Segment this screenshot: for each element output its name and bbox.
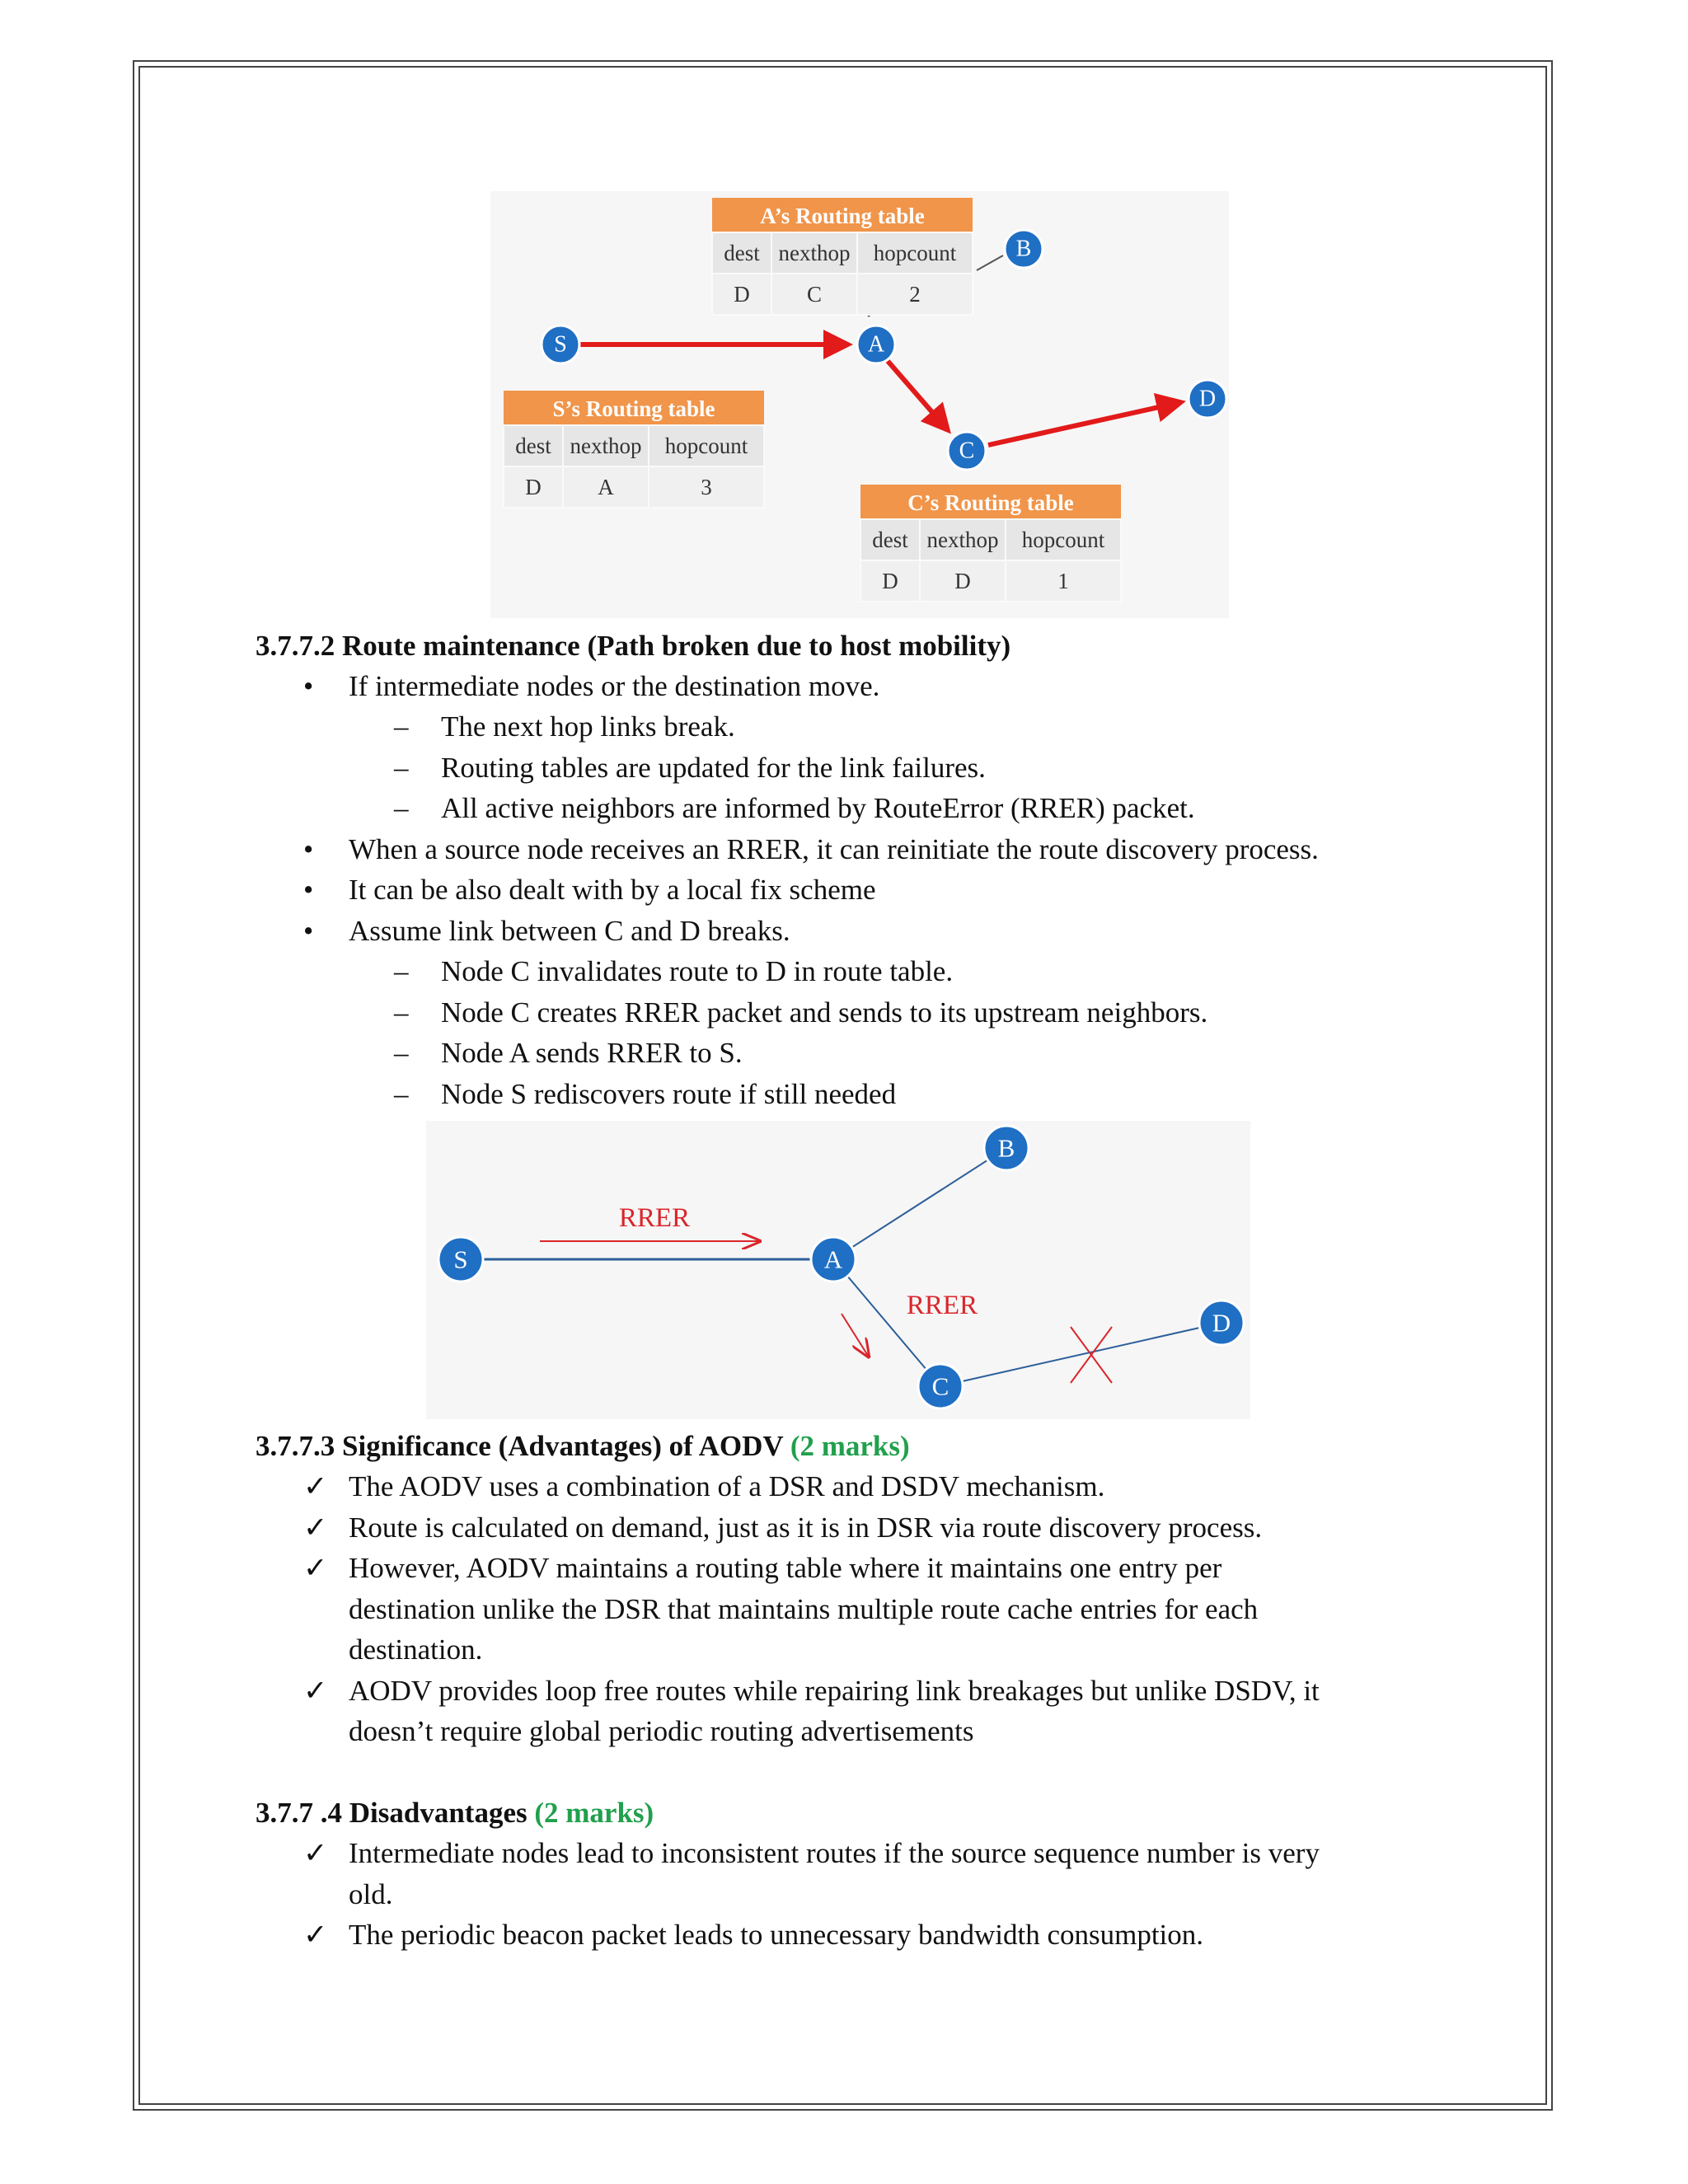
maintenance-item: Node A sends RRER to S. — [441, 1037, 743, 1069]
table-header-text: dest — [515, 434, 551, 458]
table-row-text: 3 — [701, 475, 712, 499]
table-row-text: C — [806, 282, 823, 307]
disadvantage-line: The periodic beacon packet leads to unnecessary bandwidth consumption. — [349, 1919, 1204, 1951]
advantages-heading-text: 3.7.7.3 Significance (Advantages) of AODV — [256, 1430, 784, 1462]
advantage-line: destination unlike the DSR that maintains multiple route cache entries for each — [349, 1593, 1259, 1625]
disadvantage-line: old. — [349, 1878, 393, 1910]
table-title: A’s Routing table — [760, 204, 925, 228]
table-header-text: nexthop — [926, 527, 999, 552]
routing-table — [712, 198, 973, 315]
node-label: D — [1212, 1308, 1231, 1338]
table-header-text: hopcount — [873, 241, 957, 265]
disadvantage-line: Intermediate nodes lead to inconsistent routes if the source sequence number is very — [349, 1837, 1320, 1869]
dash: – — [394, 1037, 409, 1069]
check-icon: ✓ — [303, 1552, 328, 1584]
link-a-c — [833, 1259, 940, 1386]
check-icon: ✓ — [303, 1470, 328, 1502]
route-a-to-c — [888, 361, 948, 430]
dash: – — [394, 752, 409, 784]
table-title: S’s Routing table — [552, 396, 715, 421]
link-a-b — [833, 1148, 1006, 1259]
disadvantages-marks: (2 marks) — [534, 1797, 654, 1829]
table-header-text: hopcount — [1021, 527, 1105, 552]
advantage-line: However, AODV maintains a routing table where it maintains one entry per — [349, 1552, 1222, 1584]
advantages-heading — [256, 1430, 910, 1463]
rrer-diagram — [426, 1121, 1250, 1419]
node-label: B — [997, 1133, 1015, 1163]
table-title: C’s Routing table — [907, 490, 1074, 515]
node-label: D — [1198, 386, 1217, 412]
route-c-to-d — [988, 402, 1181, 445]
dash: – — [394, 955, 409, 987]
table-header-text: nexthop — [778, 241, 851, 265]
node-label: S — [554, 331, 567, 358]
node-label: A — [823, 1244, 843, 1274]
check-icon: ✓ — [303, 1511, 328, 1544]
disadvantages-heading — [256, 1797, 654, 1830]
maintenance-item: If intermediate nodes or the destination move. — [349, 670, 880, 702]
bullet: • — [303, 874, 314, 906]
maintenance-item: Node C invalidates route to D in route table. — [441, 955, 954, 987]
maintenance-item: All active neighbors are informed by RouteError (RRER) packet. — [441, 792, 1195, 824]
rrer-figure — [426, 1121, 1250, 1419]
routing-table-figure — [490, 191, 1229, 618]
table-row-text: D — [954, 569, 971, 593]
table-header-text: nexthop — [570, 434, 642, 458]
dash: – — [394, 710, 409, 743]
link-table-a-to-b — [977, 255, 1003, 270]
routing-table — [860, 485, 1121, 602]
bullet: • — [303, 915, 314, 947]
routing-table-diagram — [490, 191, 1229, 618]
maintenance-item: Assume link between C and D breaks. — [349, 915, 790, 947]
maintenance-item: Routing tables are updated for the link failures. — [441, 752, 986, 784]
maintenance-item: Node C creates RRER packet and sends to its upstream neighbors. — [441, 996, 1208, 1029]
link-c-d — [940, 1323, 1221, 1386]
table-header-text: dest — [724, 241, 760, 265]
disadvantages-heading-text: 3.7.7 .4 Disadvantages — [256, 1797, 528, 1829]
dash: – — [394, 792, 409, 824]
advantage-line: Route is calculated on demand, just as it is in DSR via route discovery process. — [349, 1511, 1263, 1544]
node-label: C — [959, 438, 975, 464]
node-label: C — [931, 1371, 950, 1401]
advantage-line: AODV provides loop free routes while repairing link breakages but unlike DSDV, it — [349, 1675, 1320, 1707]
dash: – — [394, 996, 409, 1029]
node-label: A — [867, 331, 885, 358]
table-row-text: 1 — [1057, 569, 1069, 593]
dash: – — [394, 1078, 409, 1110]
maintenance-item: The next hop links break. — [441, 710, 735, 743]
table-header-text: hopcount — [664, 434, 748, 458]
check-icon: ✓ — [303, 1919, 328, 1951]
bullet: • — [303, 670, 314, 702]
node-label: S — [453, 1244, 468, 1274]
table-row-text: A — [598, 475, 614, 499]
maintenance-item: When a source node receives an RRER, it can reinitiate the route discovery process. — [349, 833, 1319, 865]
advantages-marks: (2 marks) — [790, 1430, 910, 1462]
table-header-text: dest — [872, 527, 908, 552]
check-icon: ✓ — [303, 1837, 328, 1869]
node-label: B — [1015, 236, 1032, 262]
table-row-text: D — [525, 475, 542, 499]
check-icon: ✓ — [303, 1675, 328, 1707]
maintenance-item: Node S rediscovers route if still needed — [441, 1078, 897, 1110]
rrer-label: RRER — [906, 1291, 978, 1320]
rrer-arrow-c-to-a — [842, 1314, 870, 1358]
bullet: • — [303, 833, 314, 865]
table-row-text: D — [734, 282, 750, 307]
maintenance-item: It can be also dealt with by a local fix scheme — [349, 874, 876, 906]
advantage-line: The AODV uses a combination of a DSR and DSDV mechanism. — [349, 1470, 1105, 1502]
maintenance-heading: 3.7.7.2 Route maintenance (Path broken due to host mobility) — [256, 630, 1011, 662]
rrer-label: RRER — [618, 1203, 691, 1233]
table-row-text: 2 — [909, 282, 921, 307]
advantage-line: destination. — [349, 1633, 483, 1666]
advantage-line: doesn’t require global periodic routing advertisements — [349, 1715, 974, 1747]
table-row-text: D — [882, 569, 898, 593]
routing-table — [504, 391, 764, 508]
